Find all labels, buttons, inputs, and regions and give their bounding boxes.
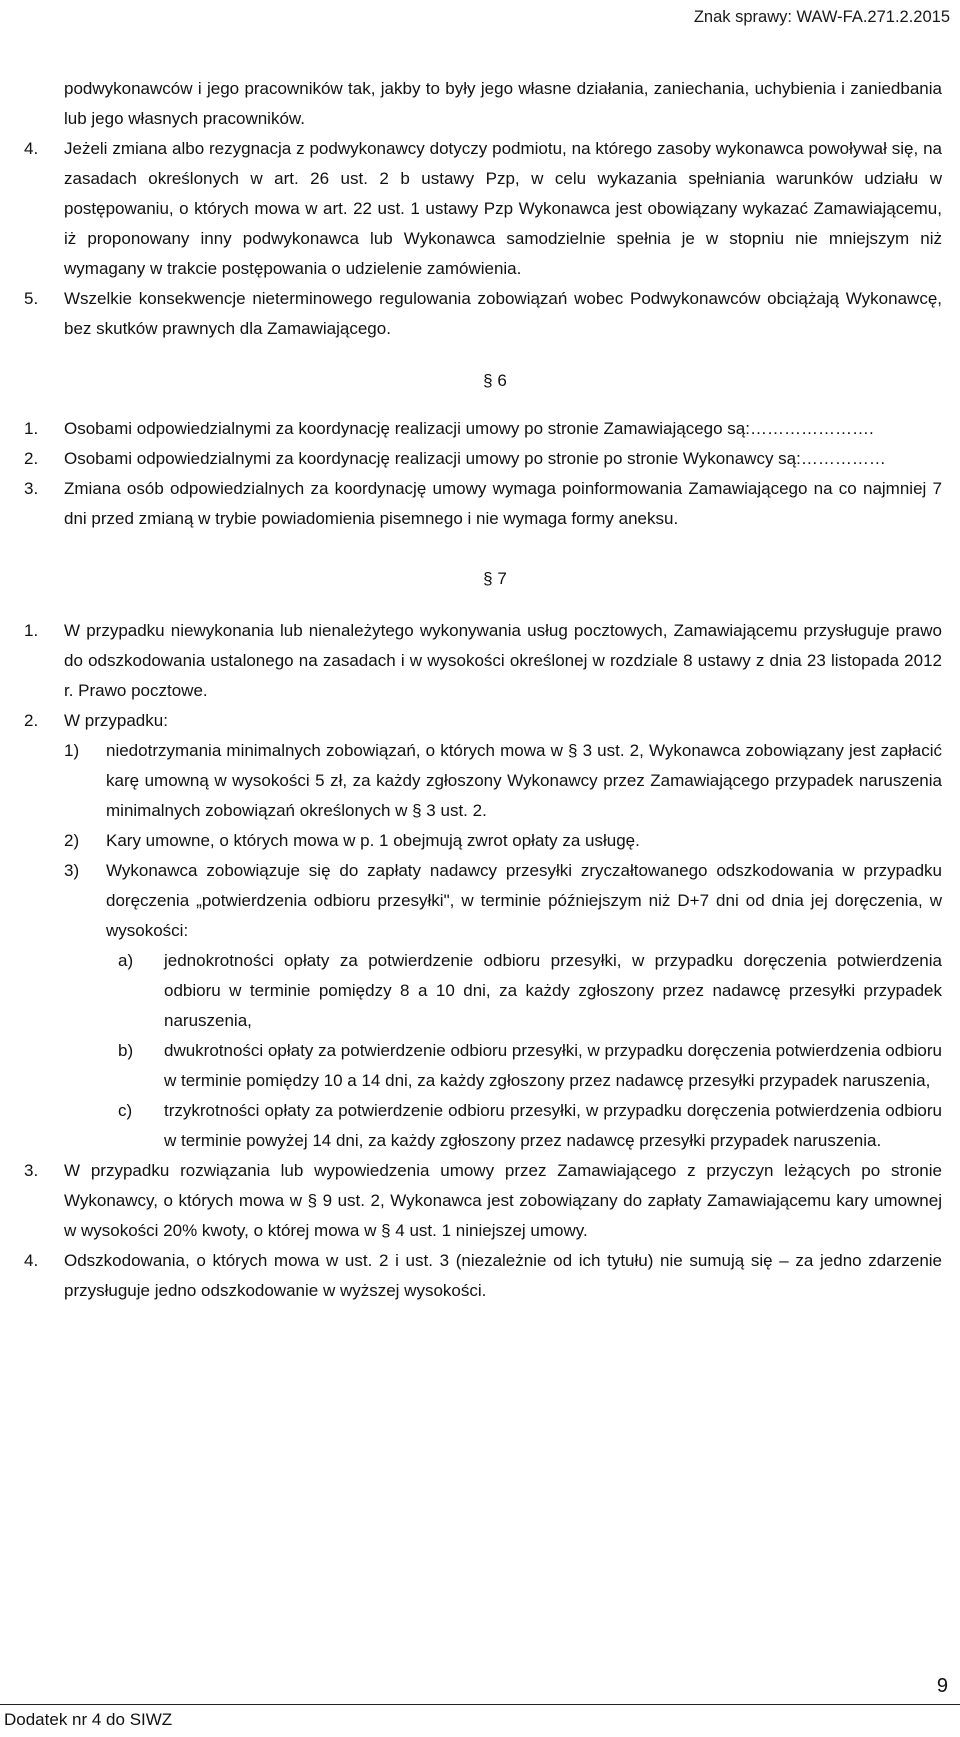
item-number: 2. — [24, 711, 39, 730]
list-item — [24, 1246, 942, 1306]
case-reference: Znak sprawy: WAW-FA.271.2.2015 — [693, 8, 950, 26]
list-item — [24, 134, 942, 284]
list-item — [24, 706, 942, 736]
list-item — [24, 414, 942, 444]
item-number: 4. — [24, 139, 39, 158]
item-text: Osobami odpowiedzialnymi za koordynację realizacji umowy po stronie po stronie Wykonawcy są:…………… — [64, 449, 886, 468]
item-number: 1. — [24, 621, 39, 640]
item-text: W przypadku: — [64, 711, 168, 730]
sub-item-text: Kary umowne, o których mowa w p. 1 obejmują zwrot opłaty za usługę. — [106, 831, 640, 850]
sub-item-text: Wykonawca zobowiązuje się do zapłaty nadawcy przesyłki zryczałtowanego odszkodowania w przypadku doręczenia „potwierdzenia odbioru przesyłki", w terminie późniejszym niż D+7 dni od dnia jej doręczenia, w wysokości: — [106, 861, 942, 940]
sub-item-text: niedotrzymania minimalnych zobowiązań, o których mowa w § 3 ust. 2, Wykonawca zobowiązany jest zapłacić karę umowną w wysokości 5 zł, za każdy zgłoszony Wykonawcy przez Zamawiającego przypadek naruszenia minimalnych zobowiązań określonych w § 3 ust. 2. — [106, 741, 942, 820]
item-text: Osobami odpowiedzialnymi za koordynację realizacji umowy po stronie Zamawiającego są:…………………. — [64, 419, 874, 438]
letter-item — [118, 946, 942, 1036]
footer-divider — [0, 1704, 960, 1705]
item-text: W przypadku rozwiązania lub wypowiedzenia umowy przez Zamawiającego z przyczyn leżących po stronie Wykonawcy, o których mowa w § 9 ust. 2, Wykonawca jest zobowiązany do zapłaty Zamawiającemu kary umownej w wysokości 20% kwoty, o której mowa w § 4 ust. 1 niniejszej umowy. — [64, 1161, 942, 1240]
item-number: 3. — [24, 1161, 39, 1180]
list-item — [24, 1156, 942, 1246]
sub-item — [64, 736, 942, 826]
item-text: Zmiana osób odpowiedzialnych za koordynację umowy wymaga poinformowania Zamawiającego na co najmniej 7 dni przed zmianą w trybie powiadomienia pisemnego i nie wymaga formy aneksu. — [64, 479, 942, 528]
letter-item — [118, 1036, 942, 1096]
item-number: 5. — [24, 289, 39, 308]
item-text: Jeżeli zmiana albo rezygnacja z podwykonawcy dotyczy podmiotu, na którego zasoby wykonawca powoływał się, na zasadach określonych w art. 26 ust. 2 b ustawy Pzp, w celu wykazania spełniania warunków udziału w postępowaniu, o których mowa w art. 22 ust. 1 ustawy Pzp Wykonawca jest obowiązany wykazać Zamawiającemu, iż proponowany inny podwykonawca lub Wykonawca samodzielnie spełnia je w stopniu nie mniejszym niż wymagany w trakcie postępowania o udzielenie zamówienia. — [64, 139, 942, 278]
sub-item-number: 2) — [64, 831, 80, 850]
letter-item-marker: b) — [118, 1041, 134, 1060]
sub-item — [64, 856, 942, 946]
letter-item-text: dwukrotności opłaty za potwierdzenie odbioru przesyłki, w przypadku doręczenia potwierdzenia odbioru w terminie pomiędzy 10 a 14 dni, za każdy zgłoszony przez nadawcę przesyłki przypadek naruszenia, — [164, 1041, 942, 1090]
section-6-heading: § 6 — [483, 371, 507, 390]
letter-item — [118, 1096, 942, 1156]
sub-item-number: 1) — [64, 741, 80, 760]
item-text: Odszkodowania, o których mowa w ust. 2 i ust. 3 (niezależnie od ich tytułu) nie sumują się – za jedno zdarzenie przysługuje jedno odszkodowanie w wyższej wysokości. — [64, 1251, 942, 1300]
item-number: 3. — [24, 479, 39, 498]
list-item — [24, 284, 942, 344]
letter-item-text: jednokrotności opłaty za potwierdzenie odbioru przesyłki, w przypadku doręczenia potwierdzenia odbioru w terminie pomiędzy 8 a 10 dni, za każdy zgłoszony przez nadawcę przesyłki przypadek naruszenia, — [164, 951, 942, 1030]
list-item — [24, 444, 942, 474]
letter-item-marker: c) — [118, 1101, 133, 1120]
section-7-heading: § 7 — [483, 569, 507, 588]
list-item — [24, 474, 942, 534]
item-number: 1. — [24, 419, 39, 438]
footer-attachment-label: Dodatek nr 4 do SIWZ — [4, 1710, 173, 1729]
letter-item-marker: a) — [118, 951, 134, 970]
page-number: 9 — [936, 1675, 948, 1697]
letter-item-text: trzykrotności opłaty za potwierdzenie odbioru przesyłki, w przypadku doręczenia potwierdzenia odbioru w terminie powyżej 14 dni, za każdy zgłoszony przez nadawcę przesyłki przypadek naruszenia. — [164, 1101, 942, 1150]
sub-item-number: 3) — [64, 861, 80, 880]
item-text: Wszelkie konsekwencje nieterminowego regulowania zobowiązań wobec Podwykonawców obciążają Wykonawcę, bez skutków prawnych dla Zamawiającego. — [64, 289, 942, 338]
sub-item — [64, 826, 942, 856]
list-item — [24, 616, 942, 706]
item-text: W przypadku niewykonania lub nienależytego wykonywania usług pocztowych, Zamawiającemu przysługuje prawo do odszkodowania ustalonego na zasadach i w wysokości określonej w rozdziale 8 ustawy z dnia 23 listopada 2012 r. Prawo pocztowe. — [64, 621, 942, 700]
document-body — [0, 74, 960, 1306]
item-number: 2. — [24, 449, 39, 468]
continuation-paragraph: podwykonawców i jego pracowników tak, jakby to były jego własne działania, zaniechania, uchybienia i zaniedbania lub jego własnych pracowników. — [64, 79, 942, 128]
item-number: 4. — [24, 1251, 39, 1270]
